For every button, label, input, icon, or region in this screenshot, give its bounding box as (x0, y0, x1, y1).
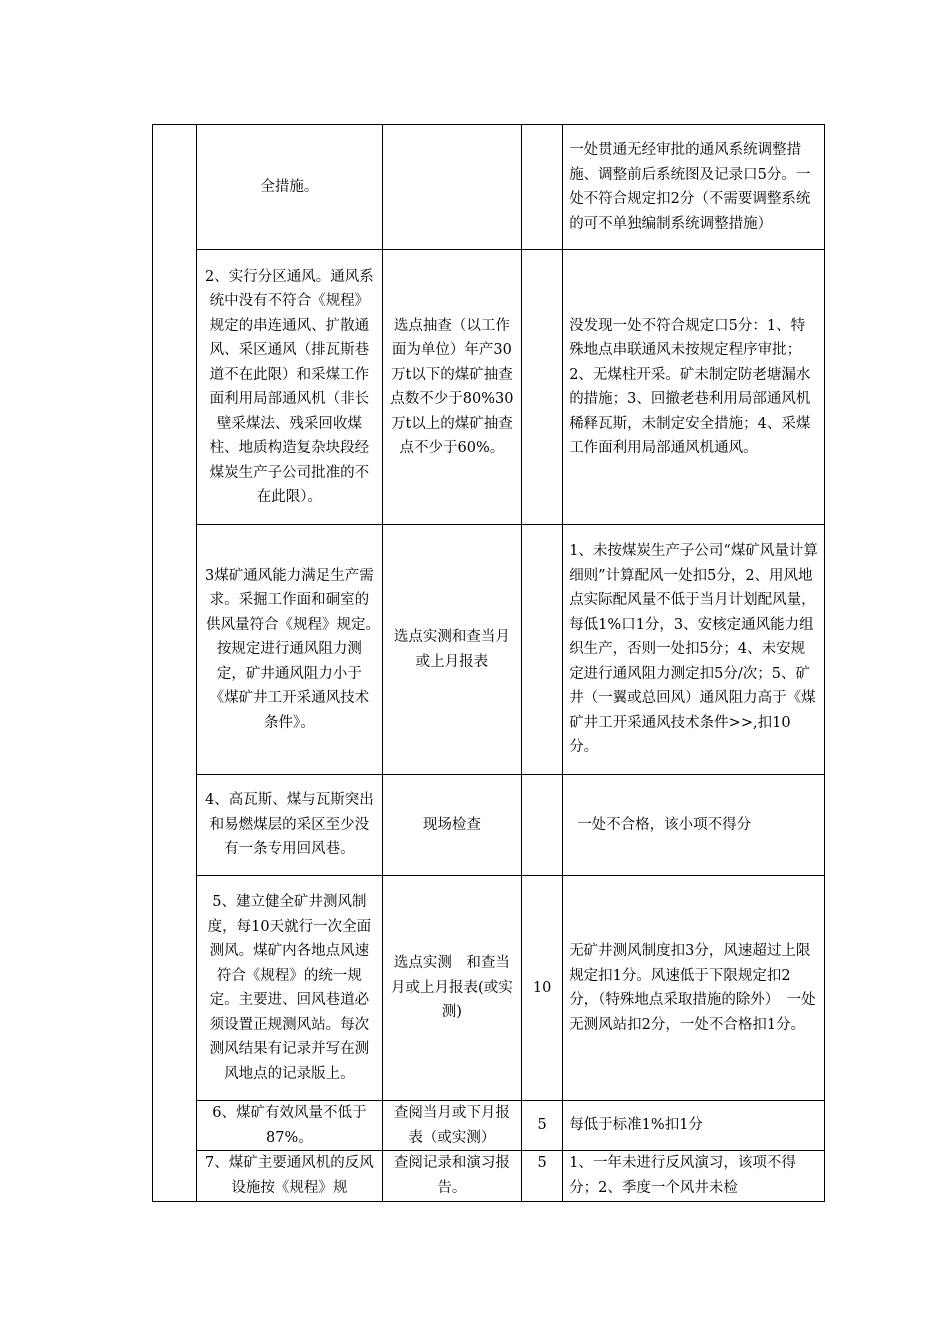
criteria-text: 每低于标准1%扣1分 (569, 1117, 703, 1134)
table-row (153, 775, 825, 876)
item-text: 4、高瓦斯、煤与瓦斯突出和易燃煤层的采区至少没有一条专用回风巷。 (205, 792, 374, 858)
ventilation-inspection-table (152, 124, 825, 1202)
method-text: 现场检查 (422, 816, 481, 833)
score-text: 5 (537, 1117, 547, 1134)
criteria-text: 无矿井测风制度扣3分，风速超过上限规定扣1分。风速低于下限规定扣2分，（特殊地点采取措施的除外） 一处无测风站扣2分，一处不合格扣1分。 (569, 943, 816, 1033)
item-cell (197, 250, 383, 525)
method-cell (382, 775, 521, 876)
criteria-cell (563, 250, 825, 525)
method-cell (382, 125, 521, 250)
table-row (153, 1151, 825, 1202)
score-text: 10 (532, 979, 552, 996)
score-cell (522, 250, 563, 525)
criteria-cell (563, 525, 825, 775)
score-cell (522, 525, 563, 775)
criteria-cell (563, 876, 825, 1101)
table-row (153, 525, 825, 775)
item-cell (197, 125, 383, 250)
method-text: 查阅当月或下月报表（或实测） (393, 1105, 510, 1146)
item-cell (197, 775, 383, 876)
method-cell (382, 1151, 521, 1202)
method-cell (382, 250, 521, 525)
criteria-cell (563, 1101, 825, 1151)
item-text: 7、煤矿主要通风机的反风设施按《规程》规 (205, 1155, 374, 1196)
item-cell (197, 1151, 383, 1202)
item-text: 全措施。 (260, 178, 319, 195)
score-text: 5 (537, 1155, 547, 1171)
score-cell (522, 775, 563, 876)
method-cell (382, 876, 521, 1101)
criteria-text: 1、未按煤炭生产子公司“煤矿风量计算细则”计算配风一处扣5分，2、用风地点实际配风量不低于当月计划配风量，每低1%口1分，3、安核定通风能力组织生产，否则一处扣5分；4、未安规定进行通风阻力测定扣5分/次；5、矿井（一翼或总回风）通风阻力高于《煤矿井工开采通风技术条件>>,扣10分。 (569, 543, 818, 756)
item-text: 5、建立健全矿井测风制度，每10天就行一次全面测风。煤矿内各地点风速符合《规程》的统一规定。主要进、回风巷道必须设置正规测风站。每次测风结果有记录并写在测风地点的记录版上。 (207, 894, 372, 1082)
criteria-cell (563, 775, 825, 876)
category-cell (153, 125, 197, 1202)
score-cell (522, 1101, 563, 1151)
score-cell (522, 1151, 563, 1202)
method-cell (382, 1101, 521, 1151)
item-cell (197, 525, 388, 775)
criteria-cell (563, 125, 825, 250)
item-text: 2、实行分区通风。通风系统中没有不符合《规程》规定的串连通风、扩散通风、采区通风（排瓦斯巷道不在此限）和采煤工作面利用局部通风机（非长壁采煤法、残采回收煤柱、地质构造复杂块段经煤炭生产子公司批准的不在此限）。 (205, 268, 374, 505)
table-row (153, 250, 825, 525)
criteria-text: 1、一年未进行反风演习，该项不得分；2、季度一个风井未检 (569, 1155, 796, 1196)
item-cell (197, 1101, 383, 1151)
item-cell (197, 876, 383, 1101)
score-cell (522, 125, 563, 250)
method-text: 选点实测和查当月或上月报表 (393, 629, 510, 670)
item-text: 3煤矿通风能力满足生产需求。采掘工作面和硐室的供风量符合《规程》规定。 按规定进行通风阻力测定，矿井通风阻力小于《煤矿井工开采通风技术条件》。 (205, 567, 388, 731)
table-row (153, 125, 825, 250)
criteria-text: 一处不合格，该小项不得分 (577, 816, 752, 833)
method-text: 选点实测 和查当月或上月报表(或实测) (391, 955, 513, 1021)
table-row (153, 876, 825, 1101)
criteria-text: 一处贯通无经审批的通风系统调整措施、调整前后系统图及记录口5分。一处不符合规定扣2分（不需要调整系统的可不单独编制系统调整措施） (569, 142, 811, 232)
method-cell (382, 525, 521, 775)
method-text: 选点抽查（以工作面为单位）年产30万t以下的煤矿抽查点数不少于80%30万t以上的煤矿抽查点不少于60%。 (390, 317, 514, 456)
item-text: 6、煤矿有效风量不低于87%。 (212, 1105, 367, 1146)
score-cell (522, 876, 563, 1101)
criteria-text: 没发现一处不符合规定口5分：1、特殊地点串联通风未按规定程序审批；2、无煤柱开采。矿未制定防老塘漏水的措施；3、回撤老巷利用局部通风机稀释瓦斯，未制定安全措施；4、采煤工作面利用局部通风机通风。 (569, 317, 811, 456)
table-row (153, 1101, 825, 1151)
criteria-cell (563, 1151, 825, 1202)
method-text: 查阅记录和演习报告。 (393, 1155, 510, 1196)
